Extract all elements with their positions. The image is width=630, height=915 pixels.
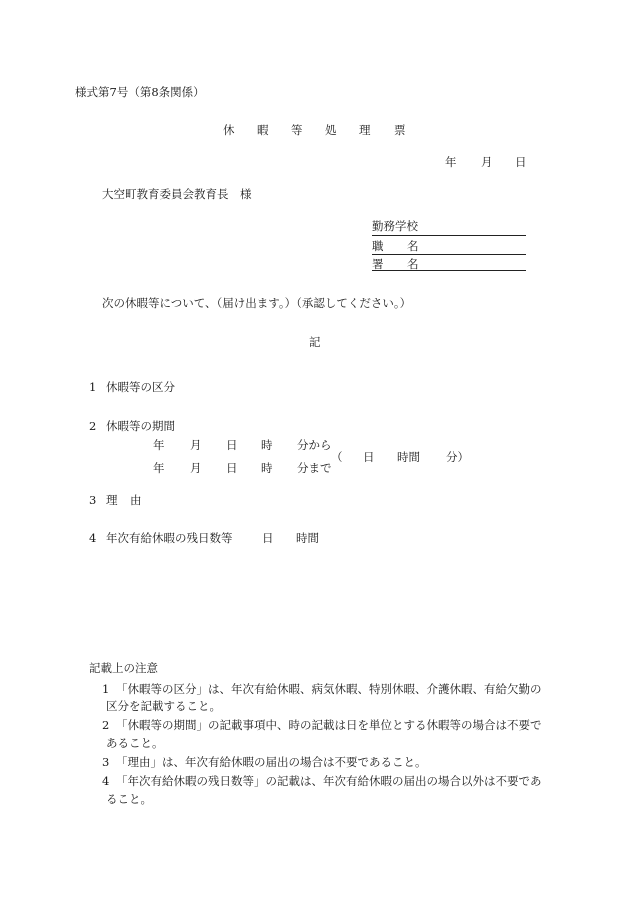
intro-text: 次の休暇等について、（届け出ます。）（承認してください。） <box>102 296 412 310</box>
position-label-char: 職 <box>372 239 384 253</box>
note-number: 4 <box>102 774 110 788</box>
unit-day: 日 <box>226 461 238 475</box>
total-unit-hours: 時間 <box>397 450 420 464</box>
section-number: 3 <box>89 493 97 507</box>
signature-field[interactable] <box>372 270 526 271</box>
unit-month: 月 <box>190 461 202 475</box>
unit-year: 年 <box>153 438 165 452</box>
section-number: 1 <box>89 380 97 394</box>
note-text: あること。 <box>106 736 164 750</box>
date-day: 日 <box>515 155 527 169</box>
signature-label-char: 名 <box>407 257 419 271</box>
addressee: 大空町教育委員会教育長 様 <box>102 187 252 201</box>
title-char: 暇 <box>257 123 269 137</box>
unit-hour: 時 <box>261 438 273 452</box>
total-paren-open: （ <box>331 450 343 464</box>
position-field[interactable] <box>372 254 526 255</box>
note-number: 3 <box>102 755 110 769</box>
note-number: 2 <box>102 718 110 732</box>
school-field[interactable] <box>372 235 526 236</box>
title-char: 理 <box>359 123 371 137</box>
date-year: 年 <box>445 155 457 169</box>
title-char: 等 <box>291 123 303 137</box>
notes-heading: 記載上の注意 <box>89 661 158 675</box>
note-text: ること。 <box>106 792 152 806</box>
unit-hours: 時間 <box>296 531 319 545</box>
form-number: 様式第7号（第8条関係） <box>75 85 205 99</box>
note-text: 「年次有給休暇の残日数等」の記載は、年次有給休暇の届出の場合以外は不要であ <box>116 774 542 788</box>
unit-hour: 時 <box>261 461 273 475</box>
unit-day: 日 <box>226 438 238 452</box>
section-label-char: 理 <box>106 493 118 507</box>
section-label-char: 由 <box>130 493 142 507</box>
title-char: 休 <box>223 123 235 137</box>
note-text: 「休暇等の区分」は、年次有給休暇、病気休暇、特別休暇、介護休暇、有給欠勤の <box>116 682 542 696</box>
note-text: 「休暇等の期間」の記載事項中、時の記載は日を単位とする休暇等の場合は不要で <box>116 718 542 732</box>
total-unit-day: 日 <box>363 450 375 464</box>
from-label: 分から <box>297 438 332 452</box>
ki-heading: 記 <box>309 335 321 349</box>
note-number: 1 <box>102 682 110 696</box>
section-number: 2 <box>89 419 97 433</box>
section-label: 休暇等の区分 <box>106 380 175 394</box>
date-month: 月 <box>481 155 493 169</box>
title-char: 処 <box>325 123 337 137</box>
unit-year: 年 <box>153 461 165 475</box>
position-label-char: 名 <box>407 239 419 253</box>
school-label: 勤務学校 <box>372 219 418 233</box>
note-text: 「理由」は、年次有給休暇の届出の場合は不要であること。 <box>116 755 427 769</box>
section-number: 4 <box>89 531 97 545</box>
unit-day: 日 <box>262 531 274 545</box>
section-label: 年次有給休暇の残日数等 <box>106 531 233 545</box>
note-text: 区分を記載すること。 <box>106 699 221 713</box>
section-label: 休暇等の期間 <box>106 419 175 433</box>
unit-month: 月 <box>190 438 202 452</box>
signature-label-char: 署 <box>372 257 384 271</box>
to-label: 分まで <box>297 461 332 475</box>
total-end: 分） <box>446 450 469 464</box>
title-char: 票 <box>394 123 406 137</box>
